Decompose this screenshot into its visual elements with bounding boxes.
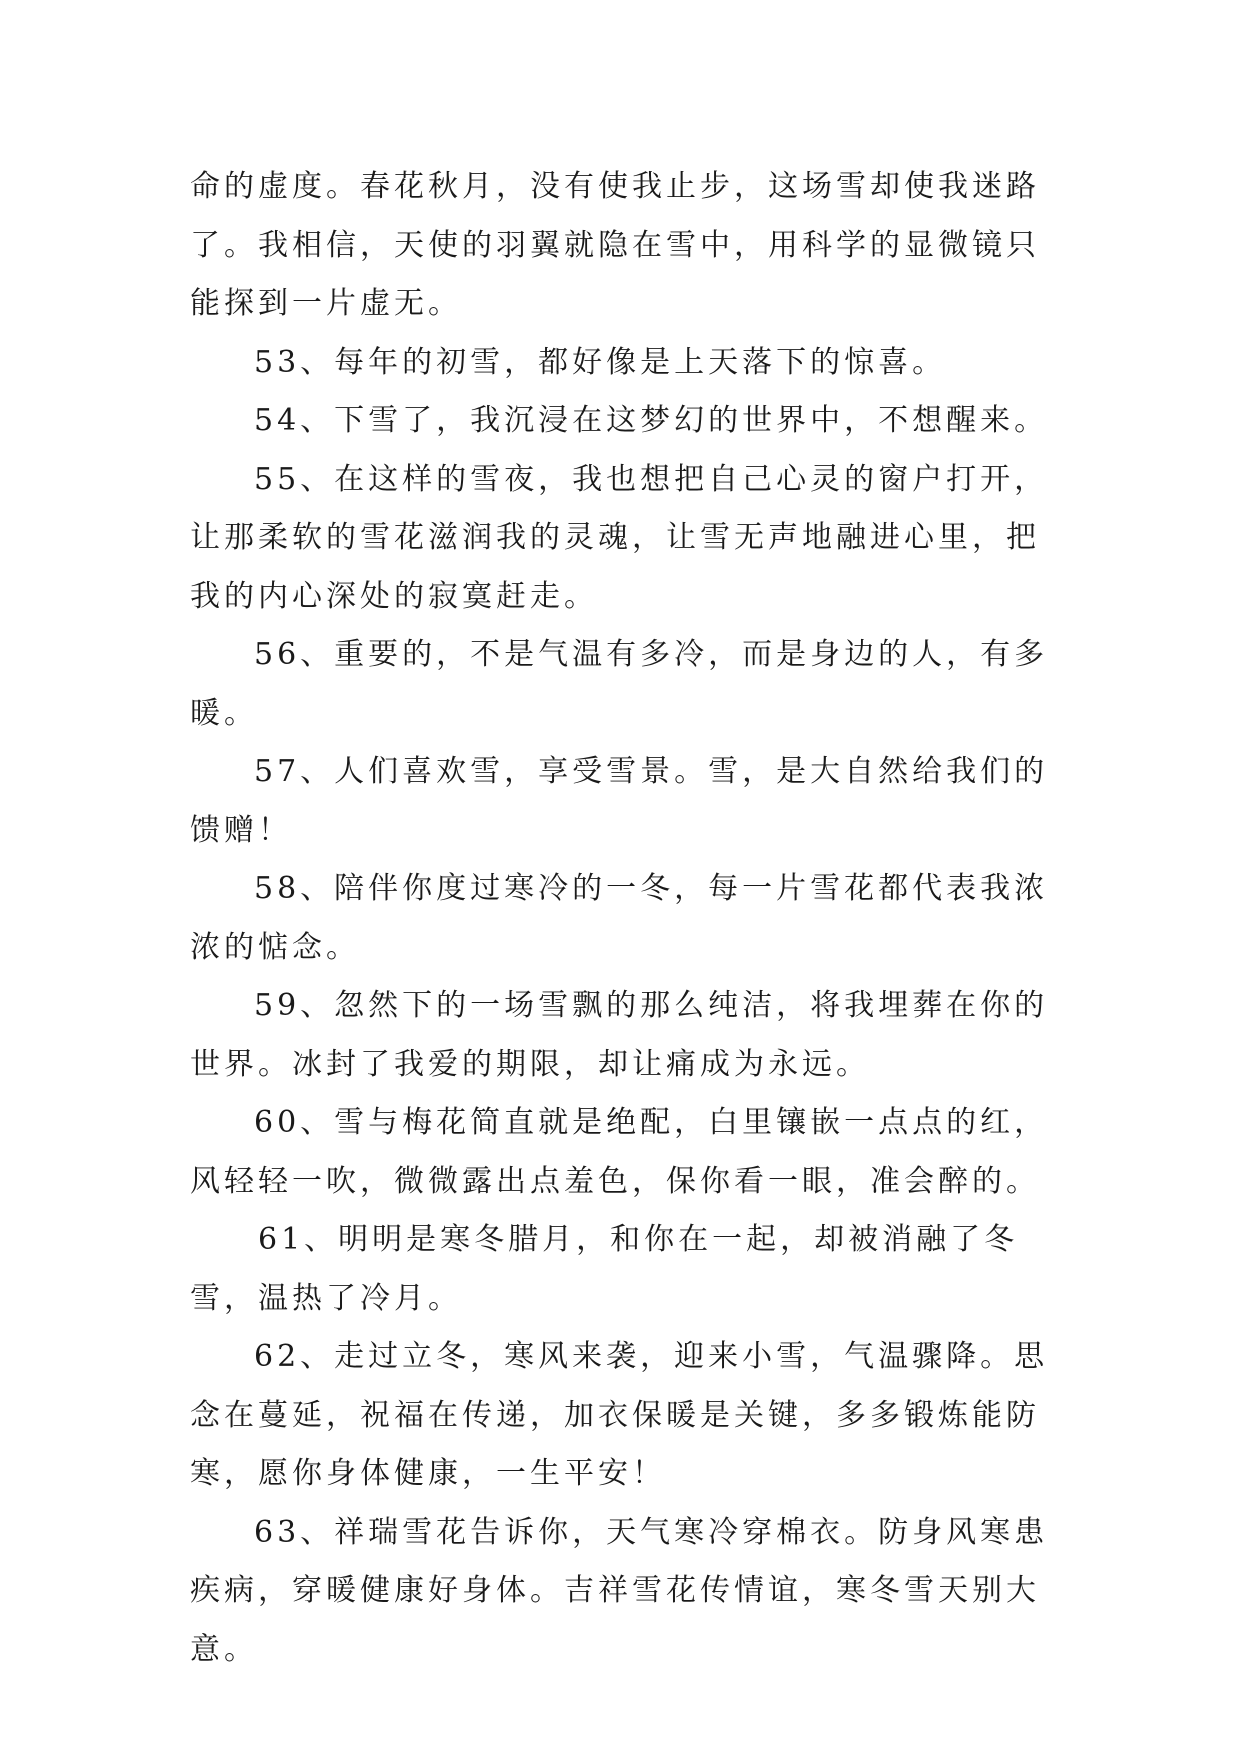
paragraph-58: 58、陪伴你度过寒冷的一冬，每一片雪花都代表我浓浓的惦念。 (190, 871, 1049, 965)
paragraph-59: 59、忽然下的一场雪飘的那么纯洁，将我埋葬在你的世界。冰封了我爱的期限，却让痛成为永远。 (190, 988, 1049, 1082)
paragraph-57: 57、人们喜欢雪，享受雪景。雪，是大自然给我们的馈赠！ (190, 754, 1049, 848)
paragraph-63: 63、祥瑞雪花告诉你，天气寒冷穿棉衣。防身风寒患疾病，穿暖健康好身体。吉祥雪花传情谊，寒冬雪天别大意。 (190, 1514, 1049, 1667)
paragraph-55: 55、在这样的雪夜，我也想把自己心灵的窗户打开，让那柔软的雪花滋润我的灵魂，让雪无声地融进心里，把我的内心深处的寂寞赶走。 (190, 461, 1049, 614)
paragraph-continued: 命的虚度。春花秋月，没有使我止步，这场雪却使我迷路了。我相信，天使的羽翼就隐在雪中，用科学的显微镜只能探到一片虚无。 (190, 169, 1040, 321)
paragraph-60: 60、雪与梅花简直就是绝配，白里镶嵌一点点的红，风轻轻一吹，微微露出点羞色，保你看一眼，准会醉的。 (190, 1105, 1049, 1199)
paragraph-61: 61、明明是寒冬腊月，和你在一起，却被消融了冬雪，温热了冷月。 (190, 1222, 1019, 1316)
paragraph-56: 56、重要的，不是气温有多冷，而是身边的人，有多暖。 (190, 637, 1049, 731)
paragraph-53: 53、每年的初雪，都好像是上天落下的惊喜。 (254, 344, 947, 380)
paragraph-62: 62、走过立冬，寒风来袭，迎来小雪，气温骤降。思念在蔓延，祝福在传递，加衣保暖是关键，多多锻炼能防寒，愿你身体健康，一生平安！ (190, 1339, 1049, 1491)
document-body (190, 158, 1070, 1679)
paragraph-54: 54、下雪了，我沉浸在这梦幻的世界中，不想醒来。 (254, 403, 1049, 438)
